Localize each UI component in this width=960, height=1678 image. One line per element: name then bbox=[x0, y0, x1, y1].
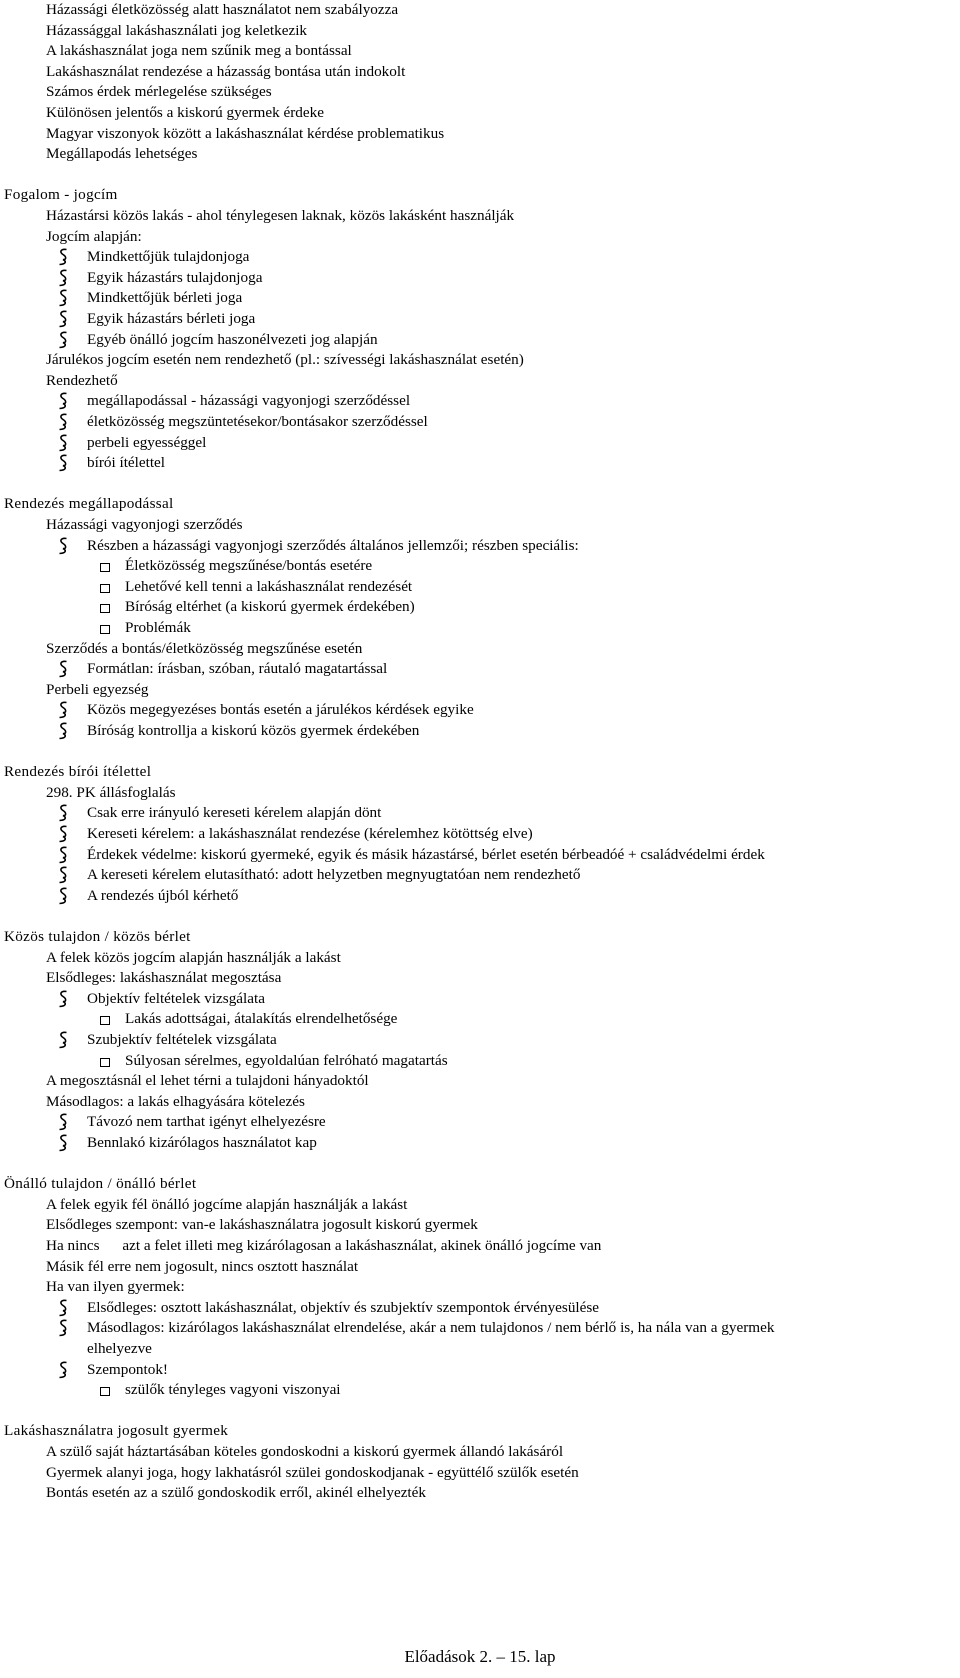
square-bullet-icon bbox=[100, 625, 110, 634]
line-text: Elsődleges: osztott lakáshasználat, objektív és szubjektív szempontok érvényesülése bbox=[87, 1298, 600, 1316]
line-text: Bennlakó kizárólagos használatot kap bbox=[87, 1134, 317, 1151]
line-text: Ha nincs azt a felet illeti meg kizárólagosan a lakáshasználat, akinek önálló jogcíme van bbox=[46, 1237, 602, 1254]
line-text: Kereseti kérelem: a lakáshasználat rendezése (kérelemhez kötöttség elve) bbox=[87, 825, 533, 842]
section-bullet-icon bbox=[58, 1318, 68, 1338]
section-bullet-icon bbox=[58, 824, 68, 844]
section-bullet-icon bbox=[58, 721, 68, 741]
section-bullet-icon bbox=[58, 288, 68, 308]
section-bullet-icon bbox=[58, 536, 68, 556]
section-bullet-icon bbox=[58, 1030, 68, 1050]
line-text: A kereseti kérelem elutasítható: adott helyzetben megnyugtatóan nem rendezhető bbox=[87, 866, 581, 884]
line-text: Magyar viszonyok között a lakáshasználat kérdése problematikus bbox=[46, 124, 445, 142]
line-text: Ha van ilyen gyermek: bbox=[46, 1278, 185, 1296]
line-text: Bíróság eltérhet (a kiskorú gyermek érdekében) bbox=[125, 598, 415, 616]
line-text: Elsődleges: lakáshasználat megosztása bbox=[46, 969, 282, 987]
line-text: Rendezés megállapodással bbox=[4, 495, 174, 513]
line-text: bírói ítélettel bbox=[87, 454, 166, 472]
line-text: Csak erre irányuló kereseti kérelem alapján dönt bbox=[87, 804, 382, 822]
line-text: A rendezés újból kérhető bbox=[87, 886, 239, 904]
square-bullet-icon bbox=[100, 1016, 110, 1025]
line-text: 298. PK állásfoglalás bbox=[46, 783, 176, 801]
section-bullet-icon bbox=[58, 803, 68, 823]
square-bullet-icon bbox=[100, 604, 110, 613]
line-text: Gyermek alanyi joga, hogy lakhatásról szülei gondoskodjanak - együttélő szülők esetén bbox=[46, 1463, 579, 1481]
section-bullet-icon bbox=[58, 1360, 68, 1380]
line-text: A felek közös jogcím alapján használják a lakást bbox=[46, 948, 341, 966]
line-text: A felek egyik fél önálló jogcíme alapján használják a lakást bbox=[46, 1195, 408, 1213]
line-text: Házastársi közös lakás - ahol ténylegesen laknak, közös lakásként használják bbox=[46, 207, 515, 224]
line-text: Jogcím alapján: bbox=[46, 227, 142, 245]
line-text: Bontás esetén az a szülő gondoskodik erről, akinél elhelyezték bbox=[46, 1484, 426, 1502]
line-text: Közös megegyezéses bontás esetén a járulékos kérdések egyike bbox=[87, 701, 474, 719]
line-text: Házassággal lakáshasználati jog keletkezik bbox=[46, 21, 308, 39]
line-text: Életközösség megszűnése/bontás esetére bbox=[125, 557, 373, 575]
line-text: Rendezhető bbox=[46, 371, 118, 389]
line-text: Szempontok! bbox=[87, 1360, 168, 1378]
section-bullet-icon bbox=[58, 391, 68, 411]
section-bullet-icon bbox=[58, 865, 68, 885]
line-text: Másodlagos: kizárólagos lakáshasználat elrendelése, akár a nem tulajdonos / nem bérlő is, ha nála van a gyermek bbox=[87, 1319, 775, 1337]
section-bullet-icon bbox=[58, 700, 68, 720]
section-bullet-icon bbox=[58, 247, 68, 267]
line-text: Szubjektív feltételek vizsgálata bbox=[87, 1031, 277, 1048]
page-footer: Előadások 2. – 15. lap bbox=[404, 1647, 556, 1666]
line-text: Elsődleges szempont: van-e lakáshasználatra jogosult kiskorú gyermek bbox=[46, 1216, 478, 1234]
line-text: perbeli egyességgel bbox=[87, 433, 207, 451]
line-text: Távozó nem tarthat igényt elhelyezésre bbox=[87, 1113, 326, 1131]
square-bullet-icon bbox=[100, 1058, 110, 1067]
line-text: Lakáshasználat rendezése a házasság bontása után indokolt bbox=[46, 62, 406, 80]
line-text: elhelyezve bbox=[87, 1340, 152, 1357]
line-text: megállapodással - házassági vagyonjogi szerződéssel bbox=[87, 392, 411, 410]
square-bullet-icon bbox=[100, 1387, 110, 1396]
line-text: szülők tényleges vagyoni viszonyai bbox=[125, 1381, 341, 1399]
line-text: Házassági vagyonjogi szerződés bbox=[46, 516, 243, 533]
square-bullet-icon bbox=[100, 584, 110, 593]
line-text: Közös tulajdon / közös bérlet bbox=[4, 928, 191, 945]
line-text: A lakáshasználat joga nem szűnik meg a bontással bbox=[46, 42, 352, 60]
line-text: Objektív feltételek vizsgálata bbox=[87, 989, 265, 1007]
line-text: Számos érdek mérlegelése szükséges bbox=[46, 83, 272, 101]
line-text: Egyik házastárs tulajdonjoga bbox=[87, 268, 263, 286]
section-bullet-icon bbox=[58, 845, 68, 865]
line-text: Problémák bbox=[125, 619, 191, 636]
section-bullet-icon bbox=[58, 1133, 68, 1153]
line-text: Önálló tulajdon / önálló bérlet bbox=[4, 1175, 197, 1193]
section-bullet-icon bbox=[58, 412, 68, 432]
line-text: Lakás adottságai, átalakítás elrendelhetősége bbox=[125, 1010, 398, 1028]
line-text: Rendezés bírói ítélettel bbox=[4, 763, 152, 781]
line-text: Különösen jelentős a kiskorú gyermek érdeke bbox=[46, 104, 324, 121]
line-text: Súlyosan sérelmes, egyoldalúan felróható magatartás bbox=[125, 1051, 448, 1069]
line-text: Fogalom - jogcím bbox=[4, 186, 118, 204]
section-bullet-icon bbox=[58, 453, 68, 473]
line-text: Bíróság kontrollja a kiskorú közös gyermek érdekében bbox=[87, 722, 420, 739]
line-text: Érdekek védelme: kiskorú gyermeké, egyik és másik házastársé, bérlet esetén bérbeadóé + családvédelmi érdek bbox=[87, 845, 765, 863]
section-bullet-icon bbox=[58, 330, 68, 350]
line-text: Szerződés a bontás/életközösség megszűnése esetén bbox=[46, 639, 363, 657]
line-text: Mindkettőjük bérleti joga bbox=[87, 289, 243, 307]
section-bullet-icon bbox=[58, 886, 68, 906]
line-text: Mindkettőjük tulajdonjoga bbox=[87, 248, 250, 266]
square-bullet-icon bbox=[100, 563, 110, 572]
line-text: Egyéb önálló jogcím haszonélvezeti jog alapján bbox=[87, 330, 378, 348]
line-text: Másodlagos: a lakás elhagyására kötelezés bbox=[46, 1092, 305, 1110]
line-text: életközösség megszüntetésekor/bontásakor szerződéssel bbox=[87, 413, 428, 430]
section-bullet-icon bbox=[58, 659, 68, 679]
line-text: Formátlan: írásban, szóban, ráutaló magatartással bbox=[87, 660, 388, 678]
section-bullet-icon bbox=[58, 309, 68, 329]
line-text: Lakáshasználatra jogosult gyermek bbox=[4, 1422, 229, 1440]
section-bullet-icon bbox=[58, 433, 68, 453]
line-text: Házassági életközösség alatt használatot nem szabályozza bbox=[46, 1, 399, 18]
line-text: Járulékos jogcím esetén nem rendezhető (pl.: szívességi lakáshasználat esetén) bbox=[46, 351, 524, 369]
line-text: Perbeli egyezség bbox=[46, 680, 149, 698]
line-text: Részben a házassági vagyonjogi szerződés általános jellemzői; részben speciális: bbox=[87, 536, 579, 554]
line-text: Másik fél erre nem jogosult, nincs osztott használat bbox=[46, 1257, 359, 1275]
line-text: Egyik házastárs bérleti joga bbox=[87, 310, 256, 327]
section-bullet-icon bbox=[58, 268, 68, 288]
line-text: Megállapodás lehetséges bbox=[46, 145, 198, 163]
section-bullet-icon bbox=[58, 989, 68, 1009]
line-text: A szülő saját háztartásában köteles gondoskodni a kiskorú gyermek állandó lakásáról bbox=[46, 1443, 564, 1460]
line-text: Lehetővé kell tenni a lakáshasználat rendezését bbox=[125, 577, 413, 595]
line-text: A megosztásnál el lehet térni a tulajdoni hányadoktól bbox=[46, 1072, 369, 1090]
section-bullet-icon bbox=[58, 1112, 68, 1132]
section-bullet-icon bbox=[58, 1298, 68, 1318]
